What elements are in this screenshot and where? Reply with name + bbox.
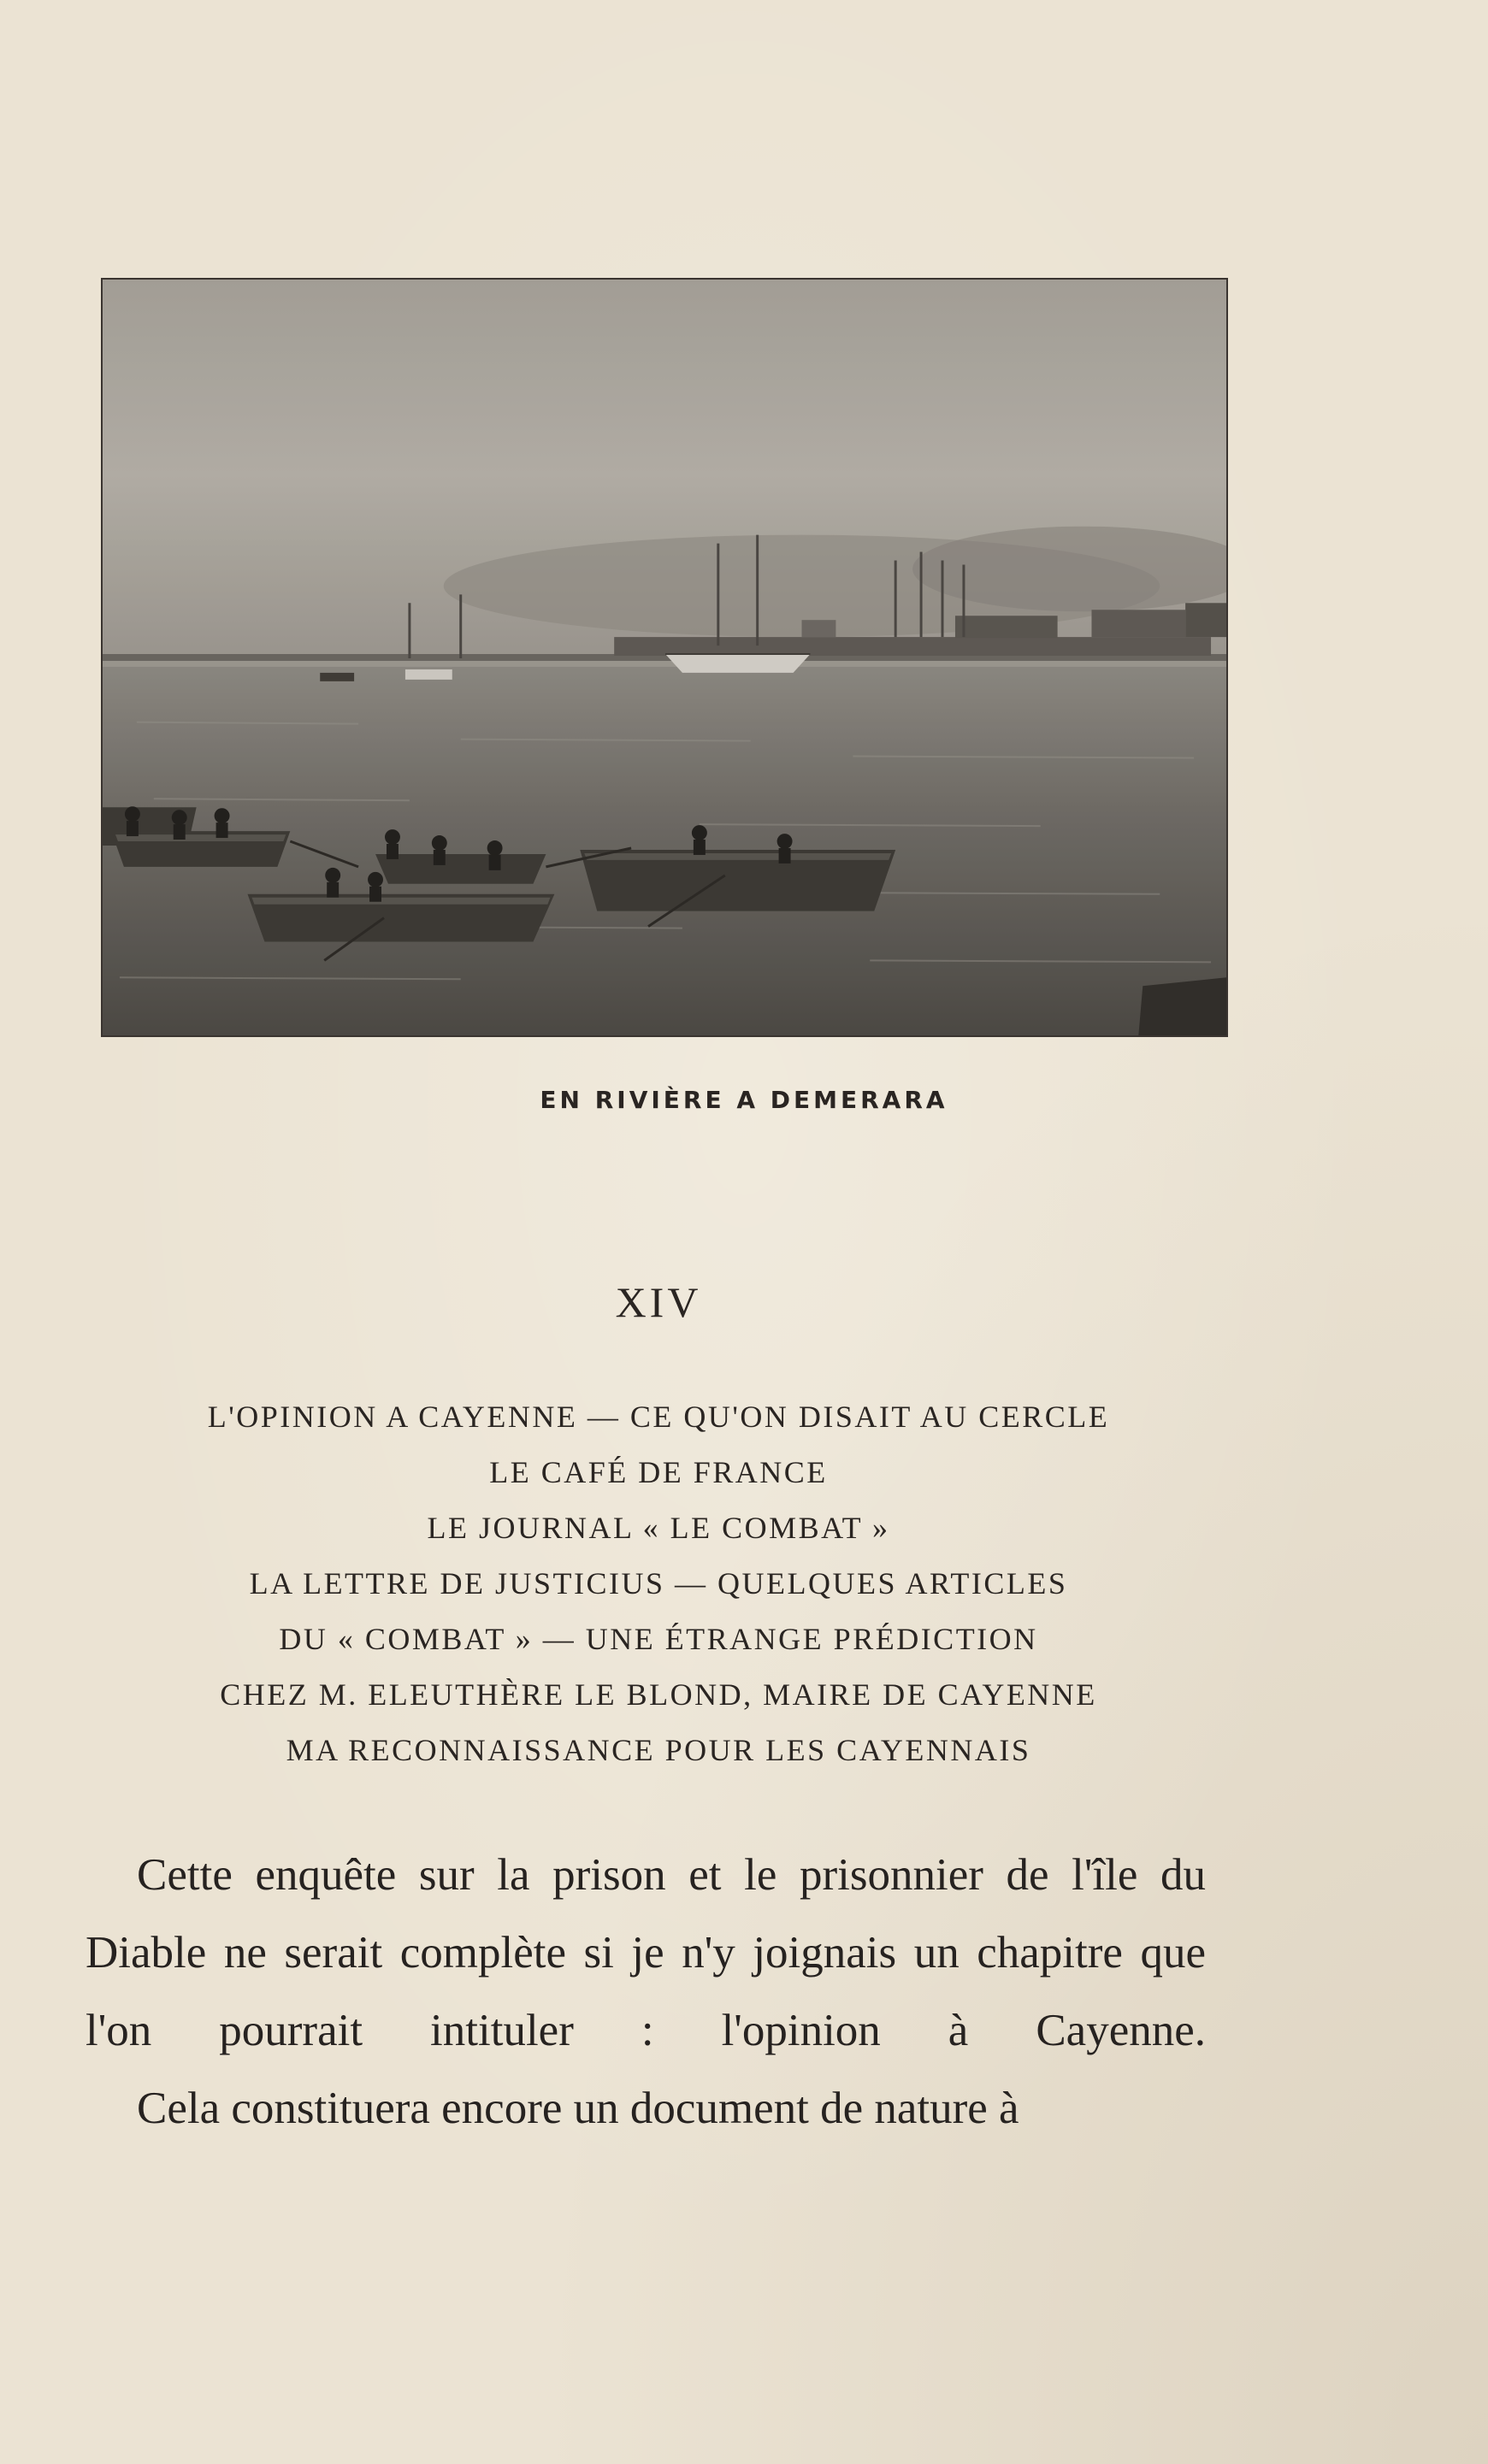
illustration-caption: EN RIVIÈRE A DEMERARA — [540, 1086, 948, 1114]
paragraph: Cela constituera encore un document de nature à — [137, 2084, 1019, 2133]
chapter-summary — [86, 1389, 1231, 1778]
summary-line: DU « COMBAT » — UNE ÉTRANGE PRÉDICTION — [279, 1622, 1038, 1656]
body-text — [86, 1836, 1206, 2148]
summary-line: LE JOURNAL « LE COMBAT » — [427, 1511, 890, 1545]
summary-line: L'OPINION A CAYENNE — CE QU'ON DISAIT AU CERCLE — [207, 1400, 1110, 1434]
chapter-number: XIV — [615, 1278, 702, 1326]
harbor-photo-image — [103, 280, 1226, 1035]
illustration-harbor-photo — [101, 278, 1228, 1037]
summary-line: CHEZ M. ELEUTHÈRE LE BLOND, MAIRE DE CAYENNE — [220, 1677, 1097, 1712]
paragraph: Cette enquête sur la prison et le prisonnier de l'île du Diable ne serait complète si je n'y joignais un chapitre que l'on pourrait intituler : l'opinion à Cayenne. — [86, 1850, 1206, 2055]
summary-line: MA RECONNAISSANCE POUR LES CAYENNAIS — [286, 1733, 1031, 1767]
summary-line: LE CAFÉ DE FRANCE — [489, 1455, 828, 1489]
summary-line: LA LETTRE DE JUSTICIUS — QUELQUES ARTICLES — [249, 1566, 1068, 1600]
